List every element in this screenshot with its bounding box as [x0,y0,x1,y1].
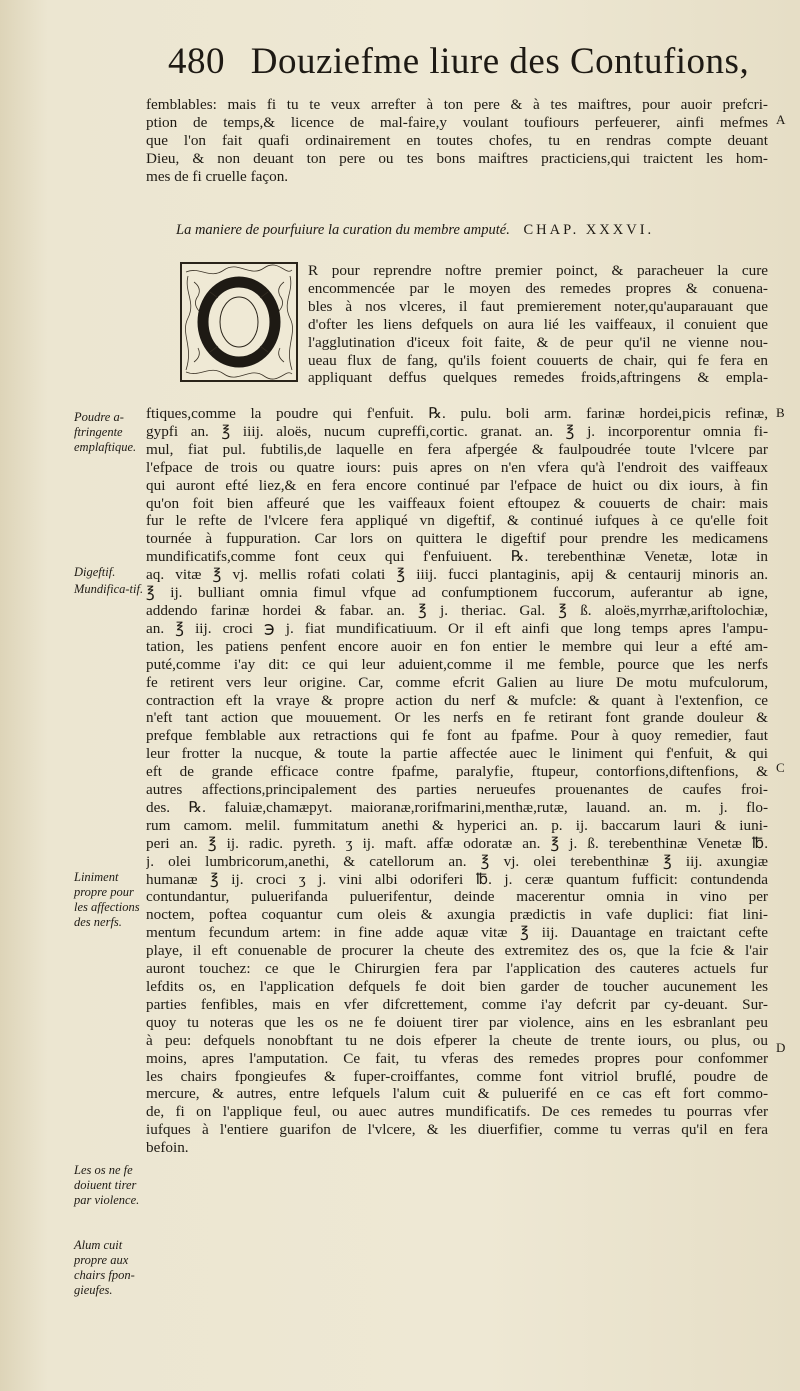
text-line: iufques à l'entiere guarifon de l'vlcere, & les diuerfifier, comme tu verras qu'il en fera [146,1121,768,1139]
text-line: playe, il eft conuenable de procurer la cheute des extremitez des os, que la fcie & l'air [146,942,768,960]
chapter-number: CHAP. XXXVI. [523,222,655,238]
text-line: mundificatifs,comme font ceux qui f'enfuiuent. ℞. terebenthinæ Venetæ, lotæ in [146,548,768,566]
text-line: gypfi an. ℥ iiij. aloës, nucum cupreffi,cortic. granat. an. ℥ j. incorporentur omnia fi- [146,422,768,440]
text-line: addendo farinæ hordei & fabar. an. ℥ j. theriac. Gal. ℥ ß. aloës,myrrhæ,ariftolochiæ, [146,601,768,619]
text-line: mul, fiat pul. fubtilis,de laquelle en fera afpergée & faulpoudrée toute l'vlcere par [146,440,768,458]
text-line: mes de fi cruelle façon. [146,167,289,185]
text-line: ueau flux de fang, qu'ils foient couuerts de chair, qui fe fera en [308,351,768,369]
paragraph-2-intro [308,262,768,387]
text-line: ption de temps,& licence de mal-faire,y voulant toufiours perfeuerer, ainfi mefmes [146,113,768,131]
text-line: fe retirent vers leur origine. Car, comme efcrit Galien au liure De motu mufculorum, [146,673,768,691]
margin-note-digestif: Digeftif. [74,565,116,579]
text-line: les chairs fpongieufes & fuper-croiffantes, comme font vitriol bruflé, poudre de [146,1067,768,1085]
text-line: befoin. [146,1139,189,1157]
text-line: contundantur, puluerifanda puluerifentur, deinde macerentur omnia in vino per [146,888,768,906]
text-line: d'ofter les liens defquels on aura lié les vaiffeaux, il conuient que [308,315,768,333]
text-line: eft de grande efficace contre fpafme, paralyfie, ftupeur, contorfions,diftenfions, & [146,763,768,781]
text-line: l'efpace de trois ou quatre iours: puis apres on n'en vfera qu'à l'endroit des vaiffeaux [146,458,768,476]
text-line: rum camom. melil. fummitatum anethi & hyperici an. p. ij. baccarum lauri & iuni- [146,816,768,834]
text-line: peri an. ℥ ij. radic. pyreth. ʒ ij. maft. affæ odoratæ an. ℥ j. ß. terebenthinæ Venetæ ℔. [146,834,768,852]
text-line: auront touchez: ce que le Chirurgien fera par l'application des cauteres actuels fur [146,960,768,978]
paragraph-1 [146,96,768,186]
chapter-heading [176,222,776,239]
margin-note-alum: Alum cuit propre aux chairs fpon-gieufes. [74,1238,135,1297]
text-line: an. ℥ iij. croci ℈ j. fiat mundificatiuum. Or il eft ainfi que long temps apres l'ampu- [146,619,768,637]
text-line: encommencée par le moyen des remedes propres & conuena- [308,279,768,297]
text-line: moins, apres l'amputation. Ce fait, tu vferas des remedes propres pour confommer [146,1049,768,1067]
text-line: des. ℞. faluiæ,chamæpyt. maioranæ,rorifmarini,menthæ,rutæ, lauand. an. m. j. flo- [146,798,768,816]
margin-note-os: Les os ne fe doiuent tirer par violence. [74,1163,140,1207]
margin-note-mundificatif: Mundifica-tif. [74,582,144,596]
text-line: fur le refte de l'vlcere fera appliqué vn digeftif, & continué iufques à ce qu'elle foit [146,512,768,530]
chapter-title: La maniere de pourfuiure la curation du membre amputé. [176,222,510,238]
text-line: puté,comme i'ay dit: ce qui leur aduient,comme il me femble, pource que les nerfs [146,655,768,673]
margin-letter-a: A [776,112,786,127]
text-line: de, fi on l'applique feul, ou auec autres mundificatifs. De ces remedes tu pourras vfer [146,1103,768,1121]
text-line: autres affections,principalement des parties nerueufes prouenantes de caufes froi- [146,781,768,799]
text-line: quoy tu noteras que les os ne fe doiuent tirer par violence, ains en les esbranlant peu [146,1013,768,1031]
paragraph-2-body [146,405,768,1157]
text-line: qui auront efté liez,& en fera encore continué par l'efpace de huict ou dix iours, à fin [146,476,768,494]
text-line: noctem, poftea coquantur cum oleis & axungia prædictis in vafe duplici: fiat lini- [146,906,768,924]
text-line: parties fenfibles, mais en vfer difcrettement, comme i'ay defcrit par cy-deuant. Sur- [146,995,768,1013]
margin-letter-b: B [776,405,785,420]
text-line: aq. vitæ ℥ vj. mellis rofati colati ℥ iiij. fucci plantaginis, apij & centaurij minoris an. [146,566,768,584]
margin-letter-d: D [776,1040,786,1055]
text-line: Dieu, & non deuant ton pere ou tes bons maiftres practiciens,qui traictent les hom- [146,149,768,167]
page-header [168,40,768,83]
text-line: que l'on fait quafi ordinairement en toutes chofes, tu en rendras compte deuant [146,131,768,149]
running-title: Douziefme liure des Contufions, [250,41,750,82]
text-line: leur frotter la nucque, & toute la partie affectée auec le liniment qui f'enfuit, & qui [146,745,768,763]
text-line: contraction eft la vraye & propre action du nerf & mufcle: & quant à l'extenfion, ce [146,691,768,709]
text-line: ℥ ij. bulliant omnia fimul vfque ad confumptionem fuccorum, auferantur ab igne, [146,584,768,602]
text-line: mercure, & autres, entre lefquels l'alum cuit & puluerifé en ce cas eft fort commo- [146,1085,768,1103]
text-line: bles à nos vlceres, il faut premierement noter,qu'auparauant que [308,297,768,315]
text-line: mentum fecundum artem: in fine adde aquæ vitæ ℥ iij. Dauantage en traictant cefte [146,924,768,942]
text-line: tournée à fuppuration. Car lors on quittera le digeftif pour prendre les medicamens [146,530,768,548]
text-line: à peu: defquels nonobftant tu ne dois efperer la cheute de trente iours, ou plus, ou [146,1031,768,1049]
text-line: appliquant deffus quelques remedes froids,aftringens & empla- [308,369,768,387]
text-line: lefdits os, en l'application defquels fe doit bien garder de toucher aucunement les [146,978,768,995]
ornamental-initial-o [180,262,298,382]
text-line: ftiques,comme la poudre qui f'enfuit. ℞. pulu. boli arm. farinæ hordei,picis refinæ, [146,405,768,422]
text-line: l'agglutination d'iceux foit faite, & de peur qu'il ne vienne nou- [308,333,768,351]
text-line: femblables: mais fi tu te veux arrefter à ton pere & à tes maiftres, pour auoir prefcri- [146,96,768,113]
margin-note-poudre: Poudre a-ftringente emplaftique. [74,410,137,454]
text-line: j. olei lumbricorum,anethi, & catellorum an. ℥ vj. olei terebenthinæ ℥ iij. axungiæ [146,852,768,870]
text-line: humanæ ℥ ij. croci ʒ j. vini albi odoriferi ℔. j. ceræ quantum fufficit: contundenda [146,870,768,888]
text-line: qu'on foit bien affeuré que les vaiffeaux foient eftoupez & couuerts de chair: mais [146,494,768,512]
text-line: prefque femblable aux retractions qui fe font au fpafme. Pour à quoy remedier, faut [146,727,768,745]
page-number: 480 [168,41,225,82]
text-line: R pour reprendre noftre premier poinct, & paracheuer la cure [308,262,768,279]
text-line: n'eft tant action que mouuement. Or les nerfs en fe retirant font grande douleur & [146,709,768,727]
text-line: tation, les patiens penfent encore auoir en fon entier le membre qui leur a efté am- [146,637,768,655]
margin-note-liniment: Liniment propre pour les affections des nerfs. [74,870,140,929]
margin-letter-c: C [776,760,785,775]
